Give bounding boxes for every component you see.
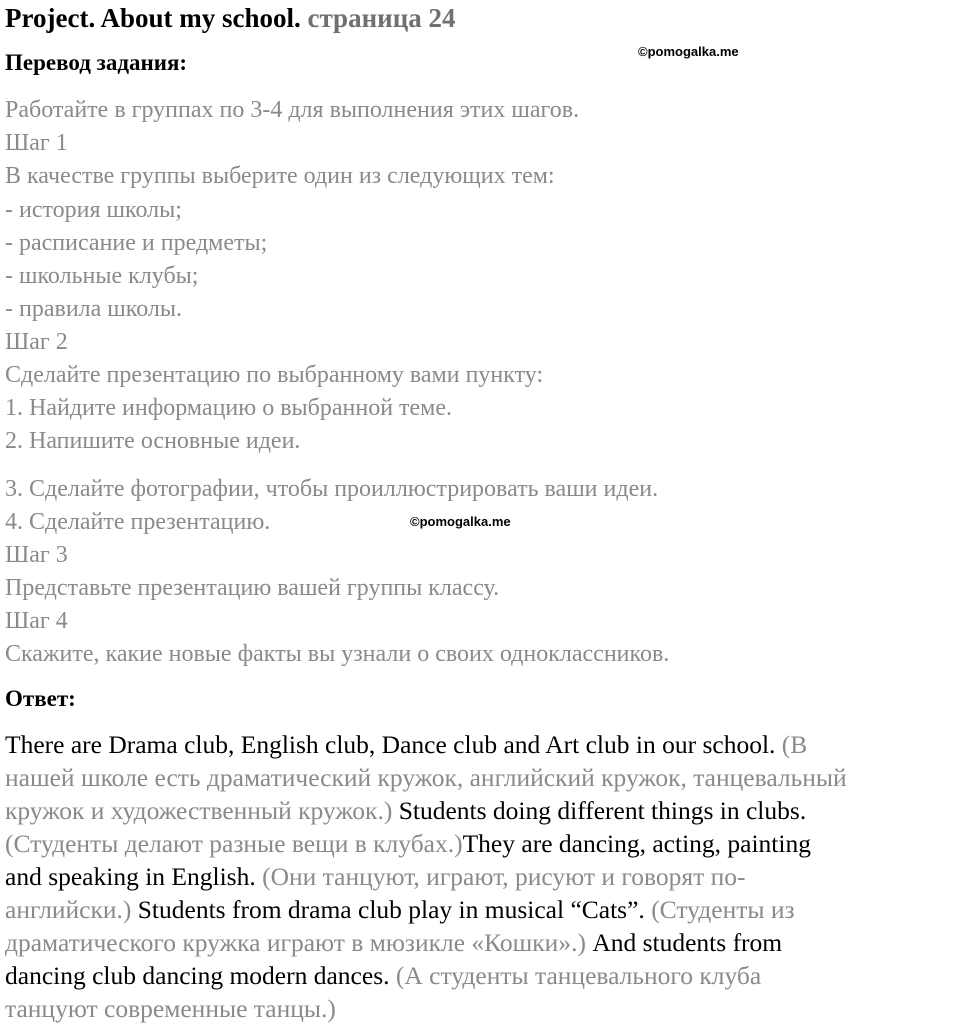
answer-english-text: dancing club dancing modern dances.	[5, 961, 396, 990]
translation-line: Скажите, какие новые факты вы узнали о своих одноклассников.	[5, 641, 670, 667]
answer-russian-translation: английски.)	[5, 895, 138, 924]
translation-line: Шаг 2	[5, 329, 68, 355]
translation-line: Шаг 1	[5, 130, 68, 156]
answer-line	[5, 794, 960, 827]
translation-line: - школьные клубы;	[5, 263, 199, 289]
answer-english-text: There are Drama club, English club, Dance club and Art club in our school.	[5, 730, 782, 759]
translation-line: Шаг 3	[5, 542, 68, 568]
answer-russian-translation: драматического кружка играют в мюзикле «Кошки».)	[5, 928, 593, 957]
translation-line: Шаг 4	[5, 608, 68, 634]
answer-text	[5, 728, 960, 1025]
answer-russian-translation: нашей школе есть драматический кружок, английский кружок, танцевальный	[5, 763, 847, 792]
answer-line	[5, 893, 960, 926]
translation-line: - история школы;	[5, 197, 182, 223]
translation-line: 3. Сделайте фотографии, чтобы проиллюстрировать ваши идеи.	[5, 476, 659, 502]
answer-russian-translation: (Студенты делают разные вещи в клубах.)	[5, 829, 463, 858]
title-main: Project. About my school.	[5, 3, 301, 33]
translation-line: 4. Сделайте презентацию.	[5, 509, 271, 535]
translation-line: - расписание и предметы;	[5, 230, 268, 256]
answer-line	[5, 728, 960, 761]
translation-line: Представьте презентацию вашей группы классу.	[5, 575, 500, 601]
translation-line: 1. Найдите информацию о выбранной теме.	[5, 395, 453, 421]
answer-russian-translation: (Студенты из	[651, 895, 795, 924]
answer-russian-translation: (Они танцуют, играют, рисуют и говорят по-	[262, 862, 746, 891]
answer-heading: Ответ:	[5, 686, 76, 711]
translation-line: Сделайте презентацию по выбранному вами пункту:	[5, 362, 544, 388]
answer-english-text: They are dancing, acting, painting	[462, 829, 811, 858]
translation-line: - правила школы.	[5, 296, 182, 322]
answer-russian-translation: танцуют современные танцы.)	[5, 994, 336, 1023]
answer-english-text: And students from	[592, 928, 783, 957]
translation-line: В качестве группы выберите один из следующих тем:	[5, 163, 555, 189]
translation-line: Работайте в группах по 3-4 для выполнения этих шагов.	[5, 97, 580, 123]
answer-english-text: Students doing different things in clubs.	[398, 796, 807, 825]
watermark-top: ©pomogalka.me	[638, 44, 739, 59]
answer-russian-translation: (В	[781, 730, 808, 759]
answer-line	[5, 827, 960, 860]
answer-line	[5, 926, 960, 959]
answer-line	[5, 992, 960, 1025]
page-title	[5, 0, 456, 36]
answer-line	[5, 959, 960, 992]
task-heading: Перевод задания:	[5, 50, 188, 75]
answer-russian-translation: кружок и художественный кружок.)	[5, 796, 399, 825]
title-page-label: страница 24	[307, 3, 456, 33]
answer-english-text: Students from drama club play in musical “Cats”.	[137, 895, 652, 924]
answer-line	[5, 761, 960, 794]
watermark-middle: ©pomogalka.me	[410, 514, 511, 529]
answer-line	[5, 860, 960, 893]
translation-line: 2. Напишите основные идеи.	[5, 428, 301, 454]
answer-english-text: and speaking in English.	[5, 862, 263, 891]
answer-russian-translation: (А студенты танцевального клуба	[395, 961, 762, 990]
